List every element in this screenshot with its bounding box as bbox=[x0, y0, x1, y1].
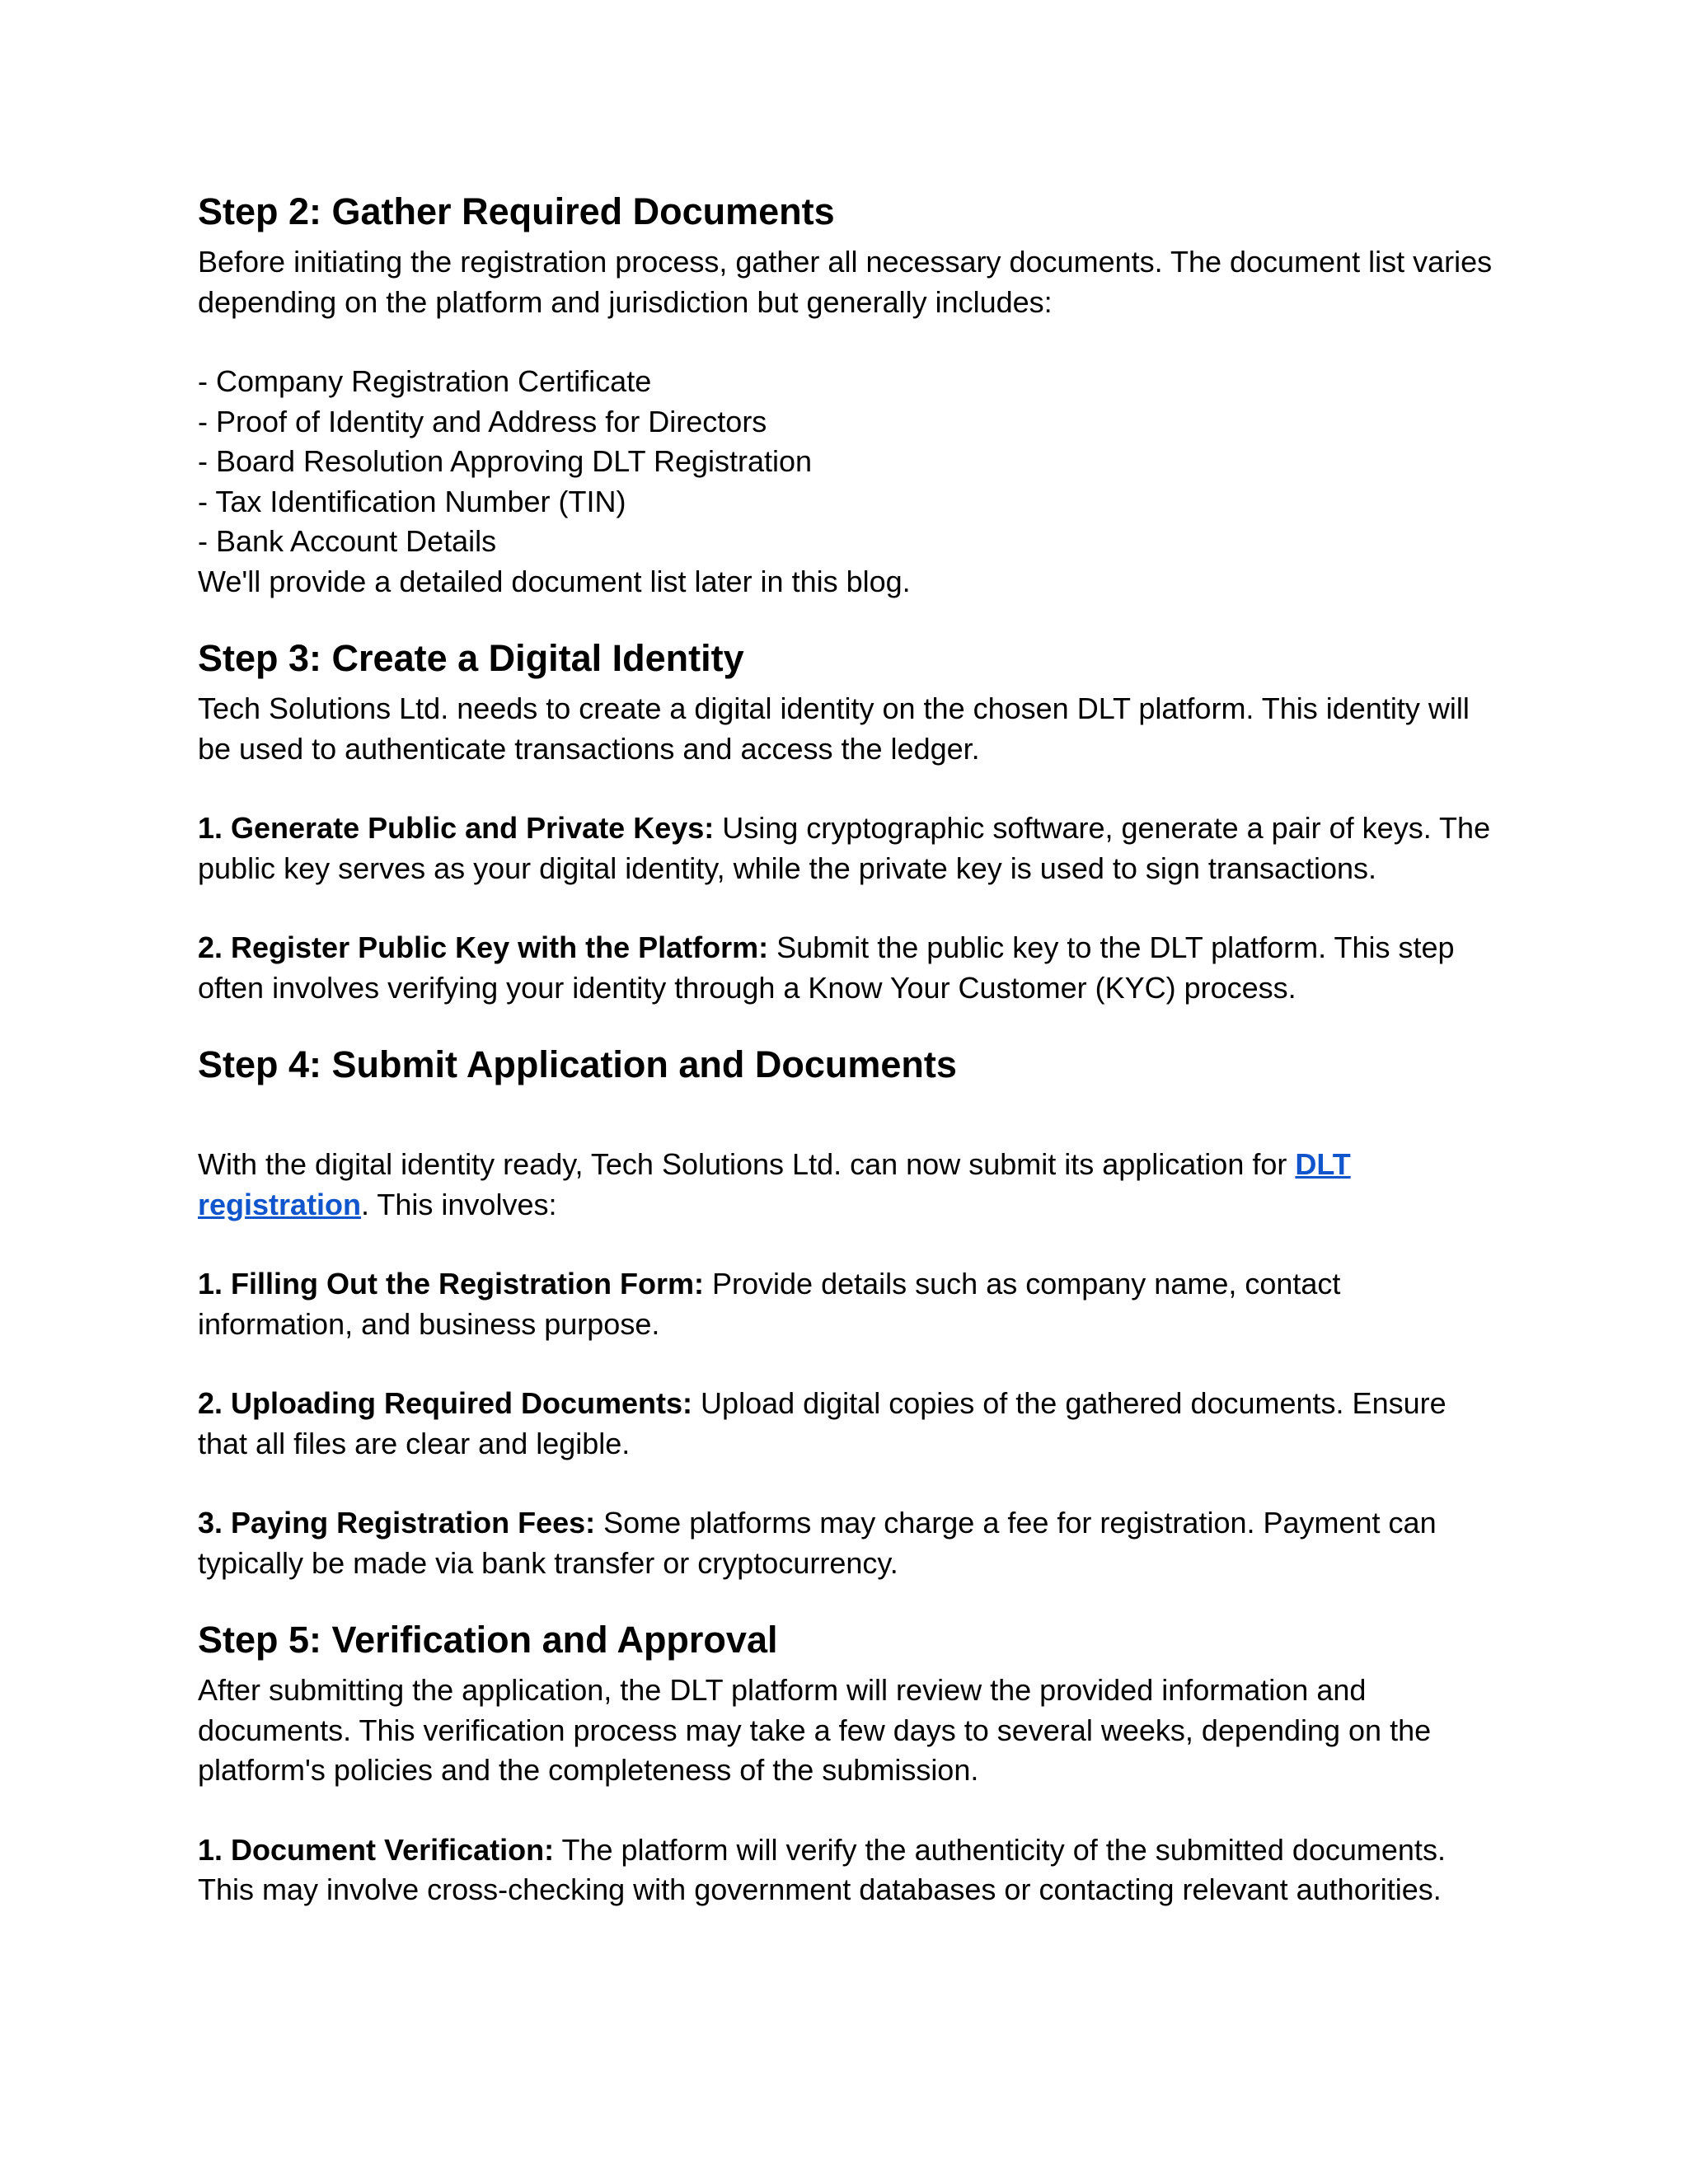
point-text: Upload digital copies of the gathered documents. Ensure that all files are clear and legible. bbox=[198, 1386, 1447, 1460]
step-4-point-1 bbox=[198, 1264, 1500, 1344]
document-list bbox=[198, 362, 1500, 562]
step-5-point-1 bbox=[198, 1830, 1500, 1910]
spacer bbox=[198, 1008, 1500, 1043]
spacer bbox=[198, 322, 1500, 362]
step-5-heading: Step 5: Verification and Approval bbox=[198, 1619, 778, 1661]
spacer bbox=[198, 602, 1500, 636]
spacer bbox=[198, 769, 1500, 808]
intro-text: . This involves: bbox=[361, 1187, 557, 1221]
step-2-heading: Step 2: Gather Required Documents bbox=[198, 190, 835, 232]
point-text: Using cryptographic software, generate a pair of keys. The public key serves as your digital identity, while the private key is used to sign transactions. bbox=[198, 811, 1491, 885]
point-text: Some platforms may charge a fee for registration. Payment can typically be made via bank transfer or cryptocurrency. bbox=[198, 1506, 1437, 1580]
document-list-item: - Bank Account Details bbox=[198, 524, 497, 558]
step-4-intro bbox=[198, 1145, 1500, 1225]
point-label: 1. Document Verification: bbox=[198, 1832, 555, 1867]
point-label: 3. Paying Registration Fees: bbox=[198, 1506, 596, 1540]
step-5-intro: After submitting the application, the DLT platform will review the provided information and documents. This verification process may take a few days to several weeks, depending on the platform's policies and the completeness of the submission. bbox=[198, 1673, 1432, 1787]
section-step-4 bbox=[198, 1043, 1500, 1583]
document-list-item: - Company Registration Certificate bbox=[198, 364, 652, 398]
spacer bbox=[198, 1344, 1500, 1384]
spacer bbox=[198, 1791, 1500, 1830]
point-label: 2. Register Public Key with the Platform: bbox=[198, 930, 769, 964]
point-label: 2. Uploading Required Documents: bbox=[198, 1386, 693, 1420]
step-3-heading: Step 3: Create a Digital Identity bbox=[198, 637, 744, 679]
step-3-point-2 bbox=[198, 928, 1500, 1008]
intro-text: With the digital identity ready, Tech Solutions Ltd. can now submit its application for bbox=[198, 1147, 1296, 1181]
point-label: 1. Generate Public and Private Keys: bbox=[198, 811, 715, 845]
document-list-item: - Proof of Identity and Address for Directors bbox=[198, 404, 767, 438]
point-text: Provide details such as company name, contact information, and business purpose. bbox=[198, 1267, 1341, 1341]
section-step-5 bbox=[198, 1618, 1500, 1910]
step-4-point-3 bbox=[198, 1503, 1500, 1583]
point-label: 1. Filling Out the Registration Form: bbox=[198, 1267, 705, 1301]
section-step-3 bbox=[198, 636, 1500, 1008]
section-step-2 bbox=[198, 190, 1500, 602]
dlt-registration-link[interactable]: DLT registration bbox=[198, 1147, 1351, 1221]
step-3-point-1 bbox=[198, 808, 1500, 888]
spacer bbox=[198, 1464, 1500, 1503]
step-4-heading: Step 4: Submit Application and Documents bbox=[198, 1043, 957, 1085]
spacer bbox=[198, 1583, 1500, 1618]
spacer bbox=[198, 888, 1500, 928]
spacer bbox=[198, 1225, 1500, 1264]
step-2-outro: We'll provide a detailed document list later in this blog. bbox=[198, 564, 911, 598]
document-list-item: - Board Resolution Approving DLT Registration bbox=[198, 444, 813, 478]
step-3-intro: Tech Solutions Ltd. needs to create a digital identity on the chosen DLT platform. This identity will be used to authenticate transactions and access the ledger. bbox=[198, 691, 1470, 766]
point-text: The platform will verify the authenticity of the submitted documents. This may involve cross-checking with government databases or contacting relevant authorities. bbox=[198, 1832, 1446, 1906]
step-4-point-2 bbox=[198, 1384, 1500, 1464]
point-text: Submit the public key to the DLT platform. This step often involves verifying your identity through a Know Your Customer (KYC) process. bbox=[198, 930, 1455, 1005]
spacer bbox=[198, 1095, 1500, 1145]
step-2-intro: Before initiating the registration process, gather all necessary documents. The document list varies depending on the platform and jurisdiction but generally includes: bbox=[198, 245, 1493, 319]
document-list-item: - Tax Identification Number (TIN) bbox=[198, 484, 626, 518]
document-page bbox=[198, 190, 1500, 1910]
